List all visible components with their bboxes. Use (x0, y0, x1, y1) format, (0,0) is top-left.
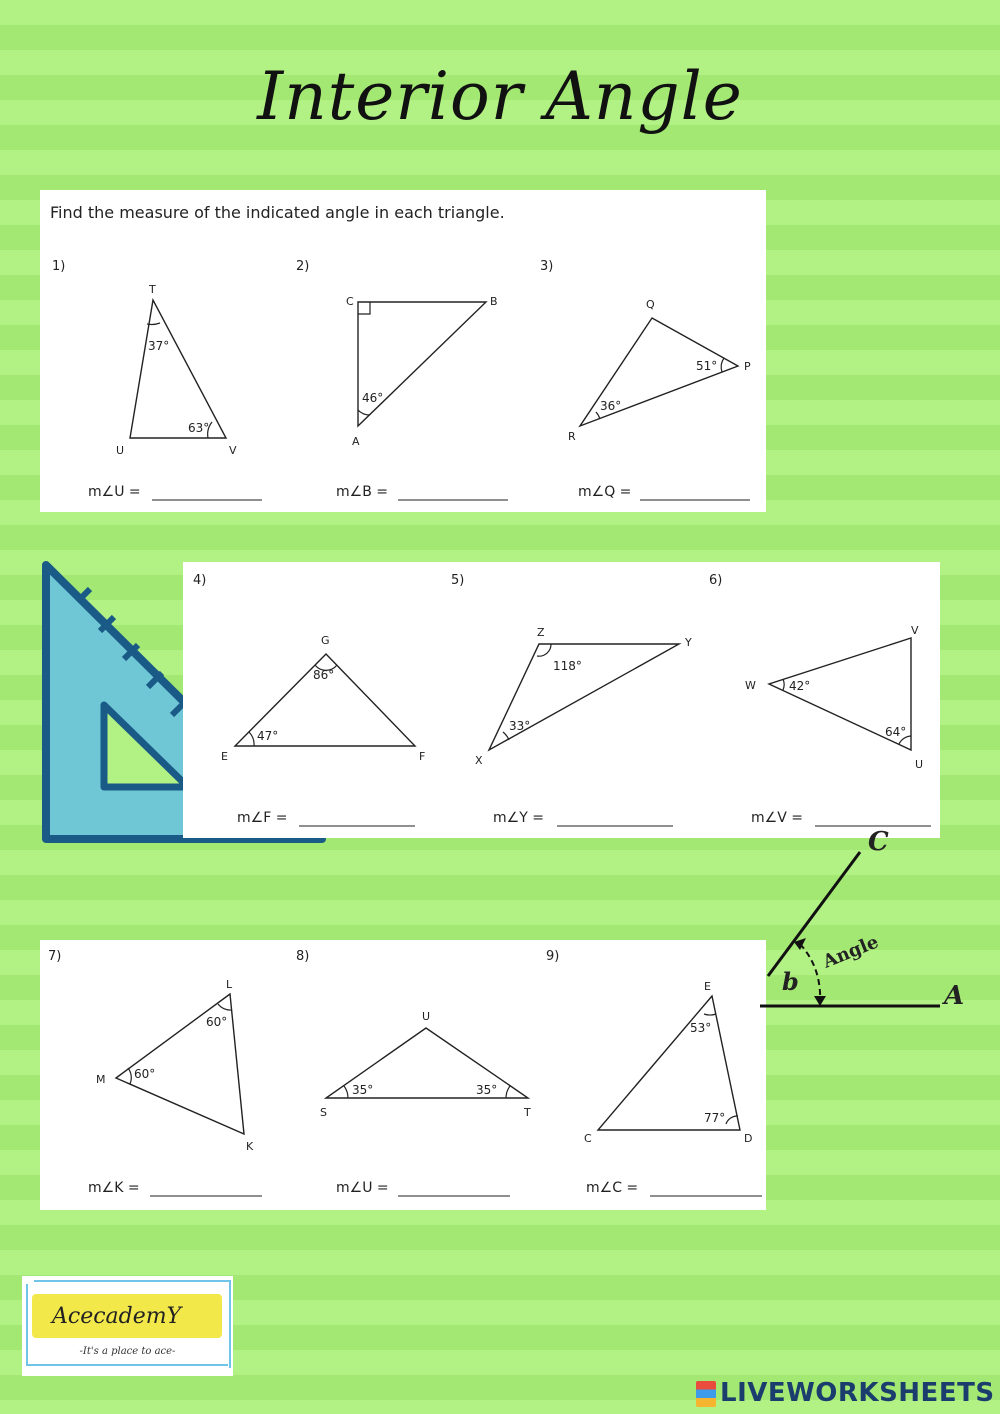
problem-panel-1 (40, 190, 766, 512)
vertex-label: G (321, 634, 330, 647)
problem-2 (296, 259, 508, 500)
angle-label: 51° (696, 359, 718, 373)
answer-label: m∠F = (237, 810, 288, 826)
problem-number: 5) (451, 573, 465, 588)
vertex-label: X (475, 754, 483, 767)
vertex-label: K (246, 1140, 254, 1153)
angle-label: 35° (352, 1083, 374, 1097)
vertex-label: A (352, 435, 360, 448)
vertex-label: V (229, 444, 237, 457)
problem-number: 2) (296, 259, 310, 274)
vertex-label: Z (537, 626, 545, 639)
vertex-label: L (226, 978, 233, 991)
angle-label: 118° (553, 659, 582, 673)
vertex-label: U (422, 1010, 431, 1023)
vertex-label: T (524, 1106, 531, 1119)
problem-number: 3) (540, 259, 554, 274)
vertex-label: E (704, 980, 711, 993)
problem-7 (48, 949, 262, 1196)
logo-tagline: -It's a place to ace- (79, 1346, 176, 1357)
angle-label: 35° (476, 1083, 498, 1097)
angle-label: 63° (188, 421, 210, 435)
vertex-label: B (490, 295, 498, 308)
vertex-label: D (744, 1132, 753, 1145)
problem-9 (546, 949, 762, 1196)
vertex-label: F (419, 750, 426, 763)
problem-number: 9) (546, 949, 560, 964)
answer-label: m∠Q = (578, 484, 632, 500)
answer-label: m∠U = (88, 484, 141, 500)
answer-label: m∠U = (336, 1180, 389, 1196)
vertex-label: Q (646, 298, 655, 311)
problem-number: 8) (296, 949, 310, 964)
watermark-text: LIVEWORKSHEETS (720, 1378, 995, 1408)
problem-8 (296, 949, 531, 1196)
angle-label: 37° (148, 339, 170, 353)
angle-label: 53° (690, 1021, 712, 1035)
answer-label: m∠Y = (493, 810, 544, 826)
problem-3 (540, 259, 751, 500)
problem-number: 1) (52, 259, 66, 274)
answer-label: m∠B = (336, 484, 388, 500)
logo-brand: AcecademY (52, 1304, 182, 1329)
acecademy-logo (22, 1276, 233, 1376)
page-title: Interior Angle (257, 58, 743, 135)
vertex-label: U (116, 444, 125, 457)
vertex-label: P (744, 360, 751, 373)
problem-panel-2 (183, 562, 940, 838)
angle-label: 36° (600, 399, 622, 413)
angle-label: 77° (704, 1111, 726, 1125)
base-label-a: A (944, 981, 965, 1011)
ray-label-c: C (868, 827, 889, 857)
angle-symbol-b: b (782, 967, 799, 996)
problem-1 (52, 259, 262, 500)
angle-label: 42° (789, 679, 811, 693)
problem-5 (451, 573, 692, 826)
instruction-text: Find the measure of the indicated angle in each triangle. (50, 203, 505, 222)
problem-number: 4) (193, 573, 207, 588)
problem-number: 6) (709, 573, 723, 588)
angle-label: 86° (313, 668, 335, 682)
vertex-label: S (320, 1106, 327, 1119)
vertex-label: C (346, 295, 354, 308)
vertex-label: C (584, 1132, 592, 1145)
angle-label: 46° (362, 391, 384, 405)
vertex-label: W (745, 679, 756, 692)
problem-panel-3 (40, 940, 766, 1210)
angle-label: 60° (134, 1067, 156, 1081)
problem-4 (193, 573, 425, 826)
vertex-label: E (221, 750, 228, 763)
answer-label: m∠K = (88, 1180, 140, 1196)
vertex-label: R (568, 430, 576, 443)
angle-label: 60° (206, 1015, 228, 1029)
problem-number: 7) (48, 949, 62, 964)
angle-label: 47° (257, 729, 279, 743)
liveworksheets-badge-icon (696, 1381, 716, 1407)
answer-label: m∠V = (751, 810, 803, 826)
vertex-label: Y (685, 636, 692, 649)
angle-diagram (760, 820, 980, 1020)
answer-label: m∠C = (586, 1180, 639, 1196)
angle-word: Angle (820, 931, 882, 973)
angle-label: 64° (885, 725, 907, 739)
vertex-label: U (915, 758, 924, 771)
vertex-label: V (911, 624, 919, 637)
angle-label: 33° (509, 719, 531, 733)
vertex-label: T (149, 283, 156, 296)
problem-6 (709, 573, 931, 826)
vertex-label: M (96, 1073, 106, 1086)
